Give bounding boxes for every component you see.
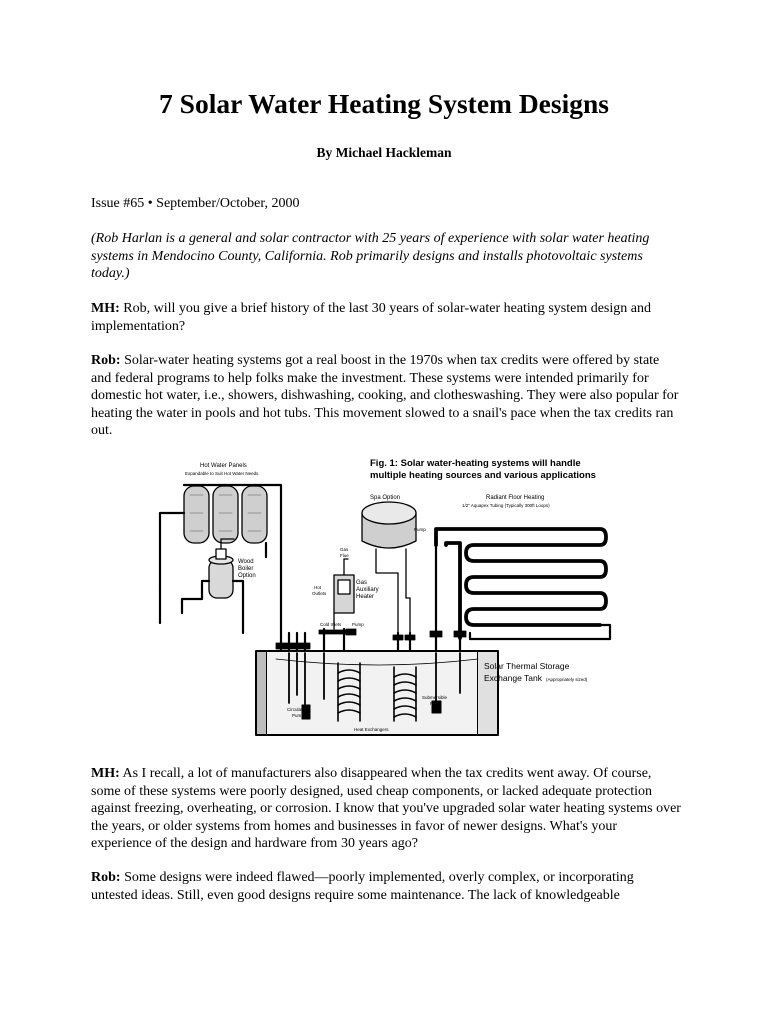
figure-caption-line2: multiple heating sources and various applications (370, 470, 596, 481)
wood-boiler (209, 539, 234, 598)
speaker-label: Rob: (91, 870, 121, 885)
paragraph-text: As I recall, a lot of manufacturers also disappeared when the tax credits went away. Of course, some of these systems were poorly designed, used cheap components, or lacked adequate protection against freezing, overheating, or corrosion. I know that you've upgraded solar water heating systems over the years, or older systems from homes and businesses in favor of newer designs. What's your experience of the design and hardware from 30 years ago? (91, 766, 681, 851)
issue-line: Issue #65 • September/October, 2000 (91, 196, 300, 211)
gas-label-2: Auxiliary (356, 587, 379, 593)
floor-label: Radiant Floor Heating (486, 495, 545, 501)
pump-label: Pump (414, 527, 426, 532)
tank-note: (Appropriately sized) (546, 677, 588, 682)
floor-sublabel: 1/2" Aquapex Tubing (Typically 300ft Loops) (462, 503, 550, 508)
system-diagram-figure (148, 453, 620, 741)
gas-flue-label-2: Flue (340, 553, 349, 558)
answer-paragraph (91, 352, 681, 440)
figure-caption-line1: Fig. 1: Solar water-heating systems will handle (370, 458, 581, 469)
gas-label-3: Heater (356, 594, 375, 600)
hot-outlets-label-2: Outlets (312, 591, 327, 596)
question-paragraph (91, 300, 681, 335)
storage-tank (256, 651, 498, 735)
submersible-pump-label-1: Submersible (422, 695, 448, 700)
gas-heater (334, 559, 354, 629)
wood-label-2: Boiler (238, 566, 254, 572)
wood-label-3: Option (238, 573, 256, 579)
circulating-pump-label-1: Circulating (287, 707, 309, 712)
system-diagram (148, 453, 620, 741)
panels-sublabel: Expandable to Suit Hot Water Needs (185, 471, 259, 476)
heat-exchangers-label: Heat Exchangers (354, 727, 389, 732)
intro-paragraph: (Rob Harlan is a general and solar contractor with 25 years of experience with solar water heating systems in Mendocino County, California. Rob primarily designs and installs photovoltaic systems today.) (91, 231, 650, 281)
gas-flue-label-1: Gas (340, 547, 349, 552)
spa-label: Spa Option (370, 495, 401, 501)
byline: By Michael Hackleman (316, 145, 452, 160)
paragraph-text: Rob, will you give a brief history of the last 30 years of solar-water heating system design and implementation? (91, 301, 651, 334)
question-paragraph (91, 765, 681, 853)
paragraph-text: Some designs were indeed flawed—poorly implemented, overly complex, or incorporating untested ideas. Still, even good designs require some maintenance. The lack of knowledgeable (91, 870, 634, 903)
hot-outlets-label-1: Hot (314, 585, 322, 590)
spa-tub (362, 502, 416, 633)
tank-label-2: Exchange Tank (484, 673, 542, 683)
speaker-label: MH: (91, 301, 120, 316)
speaker-label: MH: (91, 766, 120, 781)
pump-label: Pump (352, 622, 364, 627)
article-title: 7 Solar Water Heating System Designs (159, 88, 609, 119)
radiant-floor-coils (436, 529, 606, 638)
paragraph-text: Solar-water heating systems got a real boost in the 1970s when tax credits were offered by state and federal programs to help folks make the investment. These systems were intended primarily for domestic hot water, i.e., showers, dishwashing, cooking, and clotheswashing. They were also popular for heating the water in pools and hot tubs. This movement slowed to a snail's pace when the tax credits ran out. (91, 353, 679, 438)
wood-label-1: Wood (238, 559, 254, 565)
circulating-pump-label-2: Pump (292, 713, 304, 718)
answer-paragraph (91, 869, 681, 904)
panels-label: Hot Water Panels (200, 463, 247, 469)
cold-inlets-label: Cold Inlets (320, 622, 342, 627)
gas-label-1: Gas (356, 580, 368, 586)
speaker-label: Rob: (91, 353, 121, 368)
tank-label-1: Solar Thermal Storage (484, 661, 570, 671)
submersible-pump-label-2: Pump (430, 701, 442, 706)
solar-panels (184, 486, 267, 543)
